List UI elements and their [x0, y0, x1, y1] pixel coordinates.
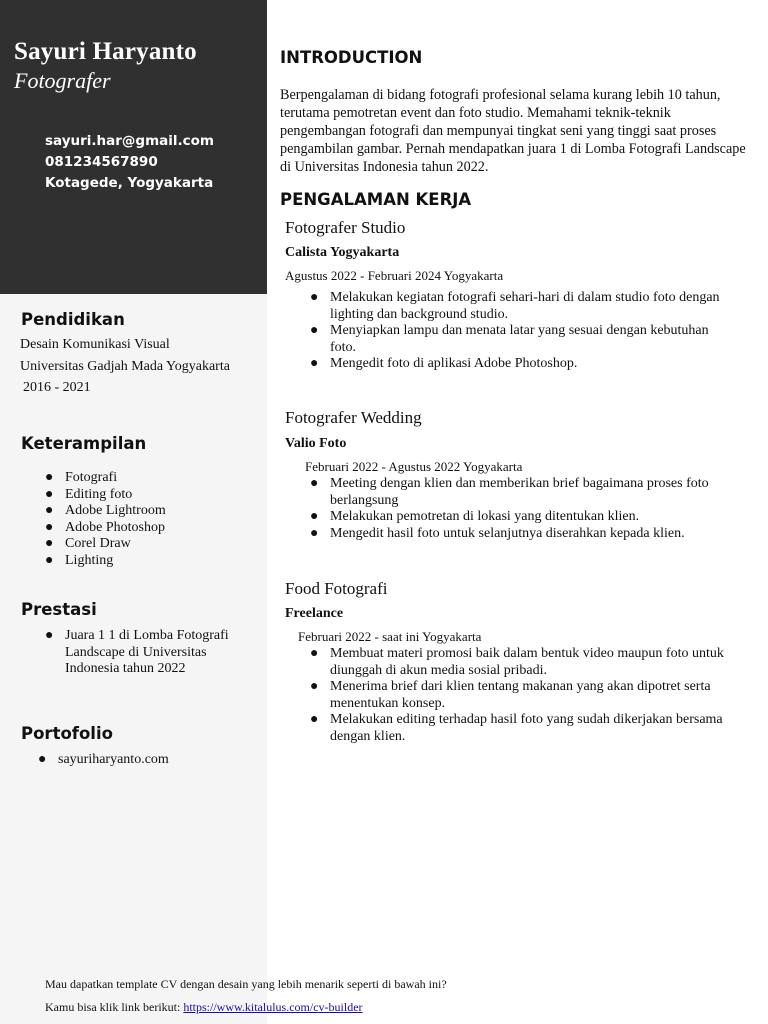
- job-period: Agustus 2022 - Februari 2024 Yogyakarta: [285, 268, 504, 283]
- job-duties-list: [310, 290, 730, 373]
- job-duties-list: [310, 646, 730, 745]
- duty-text: Melakukan kegiatan fotografi sehari-hari di dalam studio foto dengan lighting dan background studio.: [330, 290, 720, 322]
- job-period: Februari 2022 - saat ini Yogyakarta: [298, 629, 482, 644]
- section-heading-keterampilan: Keterampilan: [21, 434, 147, 453]
- person-role: Fotografer: [14, 68, 111, 93]
- section-heading-prestasi: Prestasi: [21, 600, 97, 619]
- list-item: ● Mengedit foto di aplikasi Adobe Photoshop.: [310, 356, 578, 371]
- duty-text: Meeting dengan klien dan memberikan brief bagaimana proses foto berlangsung: [330, 476, 709, 508]
- duty-text: Menerima brief dari klien tentang makanan yang akan dipotret serta menentukan konsep.: [330, 679, 711, 711]
- skill-label: Lighting: [65, 552, 114, 568]
- duty-text: Mengedit hasil foto untuk selanjutnya diserahkan kepada klien.: [330, 525, 685, 541]
- job-duties-list: [310, 476, 730, 542]
- skills-list: [45, 470, 255, 569]
- list-item: ● Melakukan pemotretan di lokasi yang ditentukan klien.: [310, 509, 640, 524]
- job-period: Februari 2022 - Agustus 2022 Yogyakarta: [305, 459, 523, 474]
- skill-label: Adobe Photoshop: [65, 519, 165, 535]
- section-heading-experience: PENGALAMAN KERJA: [280, 190, 472, 209]
- job-company: Calista Yogyakarta: [285, 245, 400, 260]
- list-item: ● Juara 1 1 di Lomba Fotografi Landscape di Universitas Indonesia tahun 2022: [45, 628, 229, 676]
- education-years: 2016 - 2021: [23, 380, 91, 395]
- location-text: Kotagede, Yogyakarta: [45, 175, 214, 191]
- job-company: Freelance: [285, 606, 344, 621]
- list-item: ● sayuriharyanto.com: [38, 752, 169, 767]
- portfolio-link[interactable]: sayuriharyanto.com: [58, 752, 169, 767]
- portfolio-list: [38, 752, 248, 769]
- footer-promo-text: Mau dapatkan template CV dengan desain yang lebih menarik seperti di bawah ini?: [45, 977, 447, 991]
- section-heading-introduction: INTRODUCTION: [280, 48, 423, 67]
- job-title: Fotografer Studio: [285, 218, 406, 237]
- section-heading-portofolio: Portofolio: [21, 724, 113, 743]
- profile-header: [0, 0, 267, 294]
- skill-label: Adobe Lightroom: [65, 503, 166, 518]
- achievement-label: Juara 1 1 di Lomba Fotografi Landscape di Universitas Indonesia tahun 2022: [65, 628, 229, 676]
- skill-label: Editing foto: [65, 486, 133, 502]
- achievements-list: [45, 628, 245, 678]
- email-text: sayuri.har@gmail.com: [45, 133, 215, 149]
- list-item: ● Menerima brief dari klien tentang makanan yang akan dipotret serta menentukan konsep.: [310, 679, 711, 711]
- education-school: Universitas Gadjah Mada Yogyakarta: [20, 358, 230, 374]
- list-item: ● Melakukan editing terhadap hasil foto yang sudah dikerjakan bersama dengan klien.: [310, 712, 723, 744]
- footer-link-line: [45, 1000, 363, 1015]
- list-item: ● Menyiapkan lampu dan menata latar yang sesuai dengan kebutuhan foto.: [310, 323, 709, 355]
- skill-label: Fotografi: [65, 470, 118, 485]
- cv-builder-link[interactable]: https://www.kitalulus.com/cv-builder: [183, 1000, 363, 1014]
- list-item: ● Mengedit hasil foto untuk selanjutnya diserahkan kepada klien.: [310, 525, 685, 541]
- contact-info: [45, 131, 214, 194]
- duty-text: Mengedit foto di aplikasi Adobe Photoshop.: [330, 356, 578, 371]
- list-item: ● Membuat materi promosi baik dalam bentuk video maupun foto untuk diunggah di akun media sosial pribadi.: [310, 646, 724, 678]
- footer-link-prefix: Kamu bisa klik link berikut:: [45, 1000, 184, 1014]
- list-item: ● Melakukan kegiatan fotografi sehari-hari di dalam studio foto dengan lighting dan background studio.: [310, 290, 720, 322]
- introduction-text: Berpengalaman di bidang fotografi profesional selama kurang lebih 10 tahun, terutama pemotretan event dan foto studio. Memahami teknik-teknik pengembangan fotografi dan mempunyai tingkat seni yang tinggi saat proses pengambilan gambar. Pernah mendapatkan juara 1 di Lomba Fotografi Landscape di Universitas Indonesia tahun 2022.: [280, 87, 746, 175]
- list-item: ● Fotografi: [45, 470, 118, 485]
- education-major: Desain Komunikasi Visual: [20, 337, 170, 352]
- person-name: Sayuri Haryanto: [14, 38, 197, 65]
- duty-text: Melakukan pemotretan di lokasi yang ditentukan klien.: [330, 509, 640, 524]
- duty-text: Menyiapkan lampu dan menata latar yang sesuai dengan kebutuhan foto.: [330, 323, 709, 355]
- phone-text: 081234567890: [45, 154, 158, 170]
- list-item: ● Lighting: [45, 552, 114, 568]
- duty-text: Membuat materi promosi baik dalam bentuk video maupun foto untuk diunggah di akun media sosial pribadi.: [330, 646, 724, 678]
- section-heading-pendidikan: Pendidikan: [21, 310, 125, 329]
- list-item: ● Adobe Lightroom: [45, 503, 166, 518]
- job-title: Food Fotografi: [285, 579, 388, 598]
- list-item: ● Editing foto: [45, 486, 133, 502]
- list-item: ● Corel Draw: [45, 536, 131, 551]
- skill-label: Corel Draw: [65, 536, 131, 551]
- job-title: Fotografer Wedding: [285, 408, 422, 427]
- list-item: ● Adobe Photoshop: [45, 519, 165, 535]
- duty-text: Melakukan editing terhadap hasil foto yang sudah dikerjakan bersama dengan klien.: [330, 712, 723, 744]
- education-info: [20, 334, 230, 399]
- job-company: Valio Foto: [285, 436, 347, 451]
- list-item: ● Meeting dengan klien dan memberikan brief bagaimana proses foto berlangsung: [310, 476, 709, 508]
